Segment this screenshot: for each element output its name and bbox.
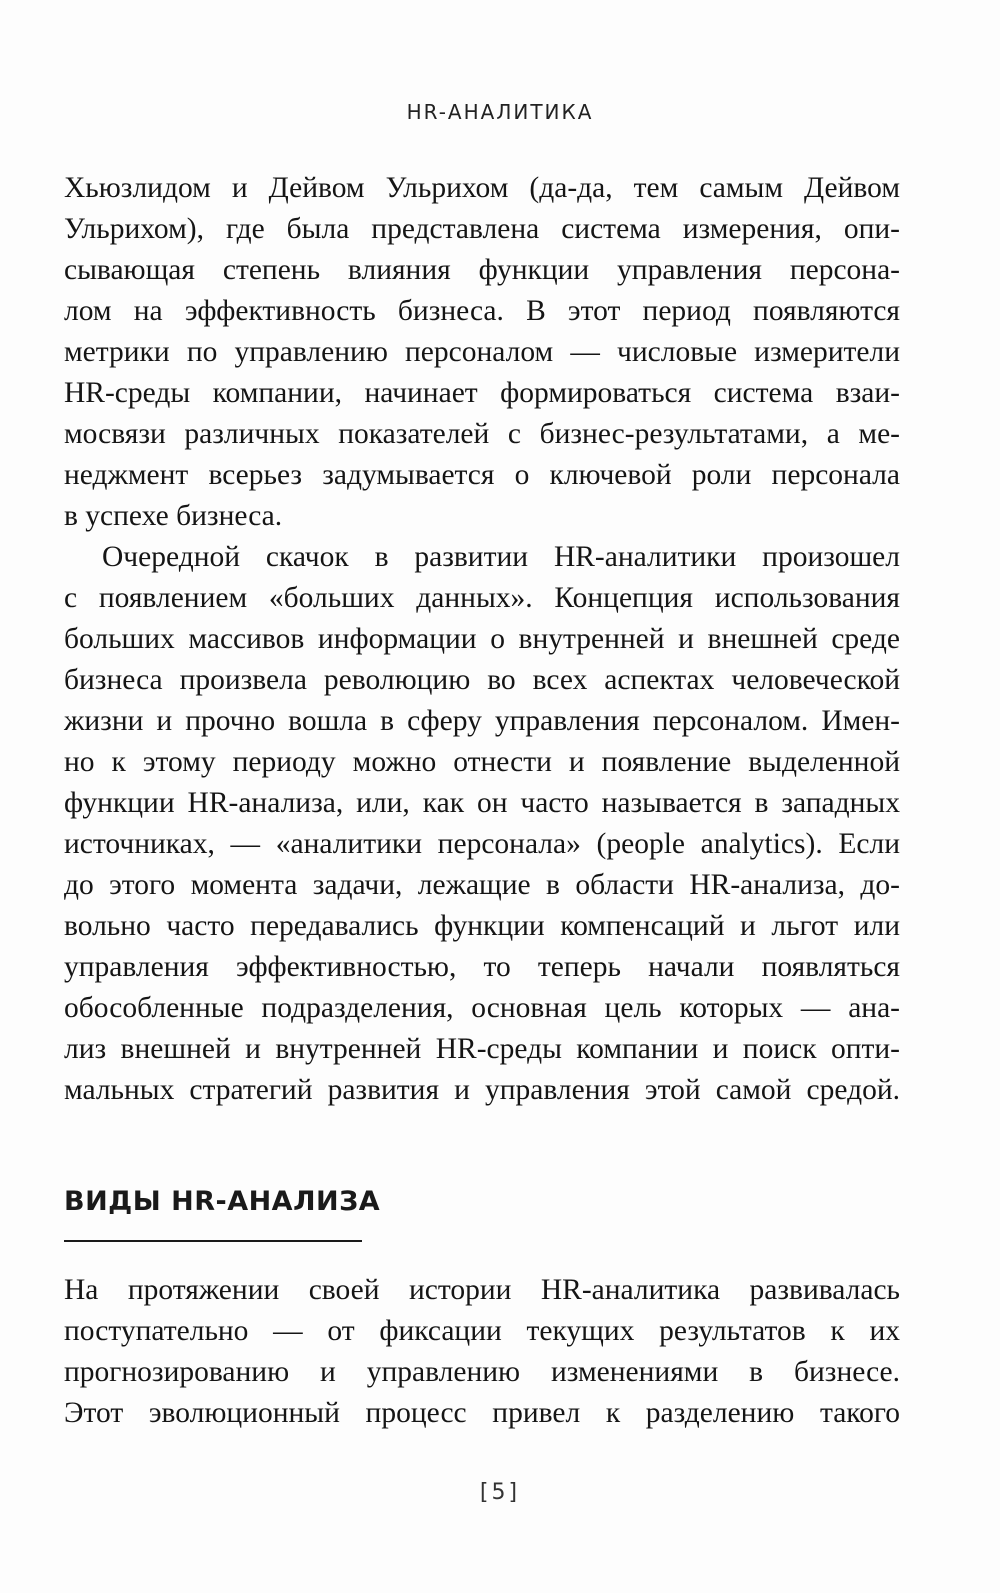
paragraph-2-line: обособленные подразделения, основная цель которых — ана- — [64, 992, 900, 1024]
paragraph-2-line: лиз внешней и внутренней HR-среды компании и поиск опти- — [64, 1033, 900, 1065]
paragraph-1-line: метрики по управлению персоналом — числовые измерители — [64, 336, 900, 368]
paragraph-1-line: мосвязи различных показателей с бизнес-результатами, а ме- — [64, 418, 900, 450]
paragraph-2-line: вольно часто передавались функции компенсаций и льгот или — [64, 910, 900, 942]
paragraph-2-line: до этого момента задачи, лежащие в области HR-анализа, до- — [64, 869, 900, 901]
paragraph-1-line: Ульрихом), где была представлена система измерения, опи- — [64, 213, 900, 245]
paragraph-1-line: HR-среды компании, начинает формироваться система взаи- — [64, 377, 900, 409]
paragraph-2-line: Очередной скачок в развитии HR-аналитики произошел — [102, 541, 900, 573]
paragraph-2-line: но к этому периоду можно отнести и появление выделенной — [64, 746, 900, 778]
paragraph-3-line: На протяжении своей истории HR-аналитика развивалась — [64, 1274, 900, 1306]
running-header: HR-АНАЛИТИКА — [406, 100, 594, 124]
paragraph-2-line: источниках, — «аналитики персонала» (people analytics). Если — [64, 828, 900, 860]
paragraph-3-line: Этот эволюционный процесс привел к разделению такого — [64, 1397, 900, 1429]
page-number: [5] — [479, 1480, 521, 1505]
paragraph-1-line: неджмент всерьез задумывается о ключевой роли персонала — [64, 459, 900, 491]
heading-underline — [64, 1240, 362, 1242]
paragraph-2-line: жизни и прочно вошла в сферу управления персоналом. Имен- — [64, 705, 900, 737]
paragraph-2-line: функции HR-анализа, или, как он часто называется в западных — [64, 787, 900, 819]
paragraph-2-line: бизнеса произвела революцию во всех аспектах человеческой — [64, 664, 900, 696]
paragraph-1-line: сывающая степень влияния функции управления персона- — [64, 254, 900, 286]
paragraph-2-line: мальных стратегий развития и управления этой самой средой. — [64, 1074, 900, 1106]
paragraph-2-line: больших массивов информации о внутренней и внешней среде — [64, 623, 900, 655]
paragraph-1-line: лом на эффективность бизнеса. В этот период появляются — [64, 295, 900, 327]
paragraph-1-line: в успехе бизнеса. — [64, 500, 283, 532]
paragraph-1-line: Хьюзлидом и Дейвом Ульрихом (да-да, тем самым Дейвом — [64, 172, 900, 204]
section-heading: ВИДЫ HR-АНАЛИЗА — [64, 1186, 381, 1217]
paragraph-2-line: управления эффективностью, то теперь начали появляться — [64, 951, 900, 983]
paragraph-2-line: с появлением «больших данных». Концепция использования — [64, 582, 900, 614]
paragraph-3-line: поступательно — от фиксации текущих результатов к их — [64, 1315, 900, 1347]
paragraph-3-line: прогнозированию и управлению изменениями в бизнесе. — [64, 1356, 900, 1388]
